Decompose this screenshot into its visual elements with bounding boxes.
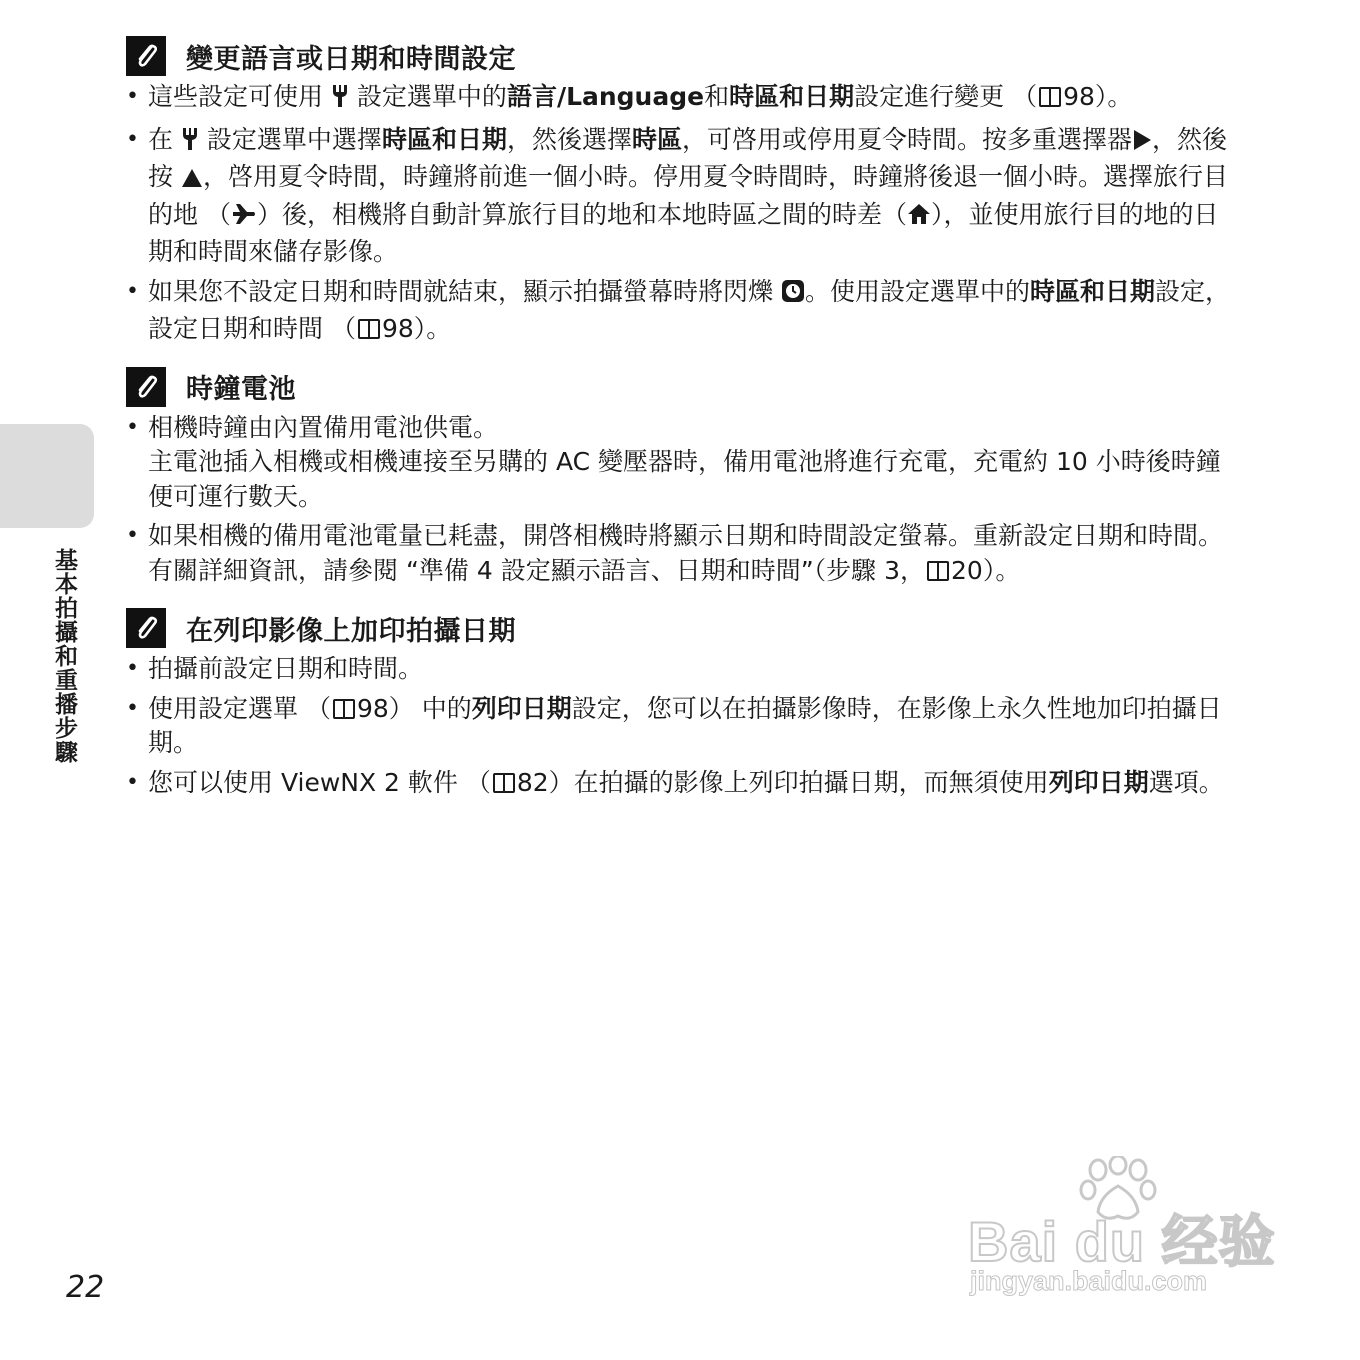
clock-warning-icon [781,278,805,313]
home-icon [907,201,931,236]
chapter-label: 基本拍攝和重播步驟 [51,548,77,764]
wrench-icon [181,126,199,161]
book-icon [1039,87,1061,107]
list-item: • 在 設定選單中選擇時區和日期，然後選擇時區，可啓用或停用夏令時間。按多重選擇器 ，然後按 ，啓用夏令時間，時鐘將前進一個小時。停用夏令時間時，時鐘將後退一個小時。選擇旅行目的地 （ ）後，相機將自動計算旅行目的地和本地時區之間的時差（ ），並使用旅行目的地的日期和時間來儲存影像。 [126,123,1238,270]
list-item: • 如果您不設定日期和時間就結束，顯示拍攝螢幕時將閃爍 。使用設定選單中的時區和日期設定，設定日期和時間 （ 98）。 [126,275,1238,347]
section-title: 變更語言或日期和時間設定 [186,43,516,75]
book-icon [333,699,355,719]
baidu-watermark [958,1156,1278,1306]
list-item: • 使用設定選單 （ 98） 中的列印日期設定，您可以在拍攝影像時，在影像上永久性地加印拍攝日期。 [126,692,1238,761]
section-clock-battery [126,365,1238,589]
page-number: 22 [66,1270,105,1305]
section-title: 時鐘電池 [186,374,296,405]
note-icon [126,367,166,407]
arrow-right-icon [1132,126,1152,161]
page-content [126,34,1238,818]
watermark-brand: Bai du 经验 [968,1210,1276,1273]
section-header [126,34,1238,78]
section-print-date [126,606,1238,800]
arrow-up-icon [181,163,203,198]
chapter-tab [0,424,94,528]
section-title: 在列印影像上加印拍攝日期 [186,615,516,647]
wrench-icon [331,83,349,118]
list-item: • 這些設定可使用 設定選單中的語言/Language和時區和日期設定進行變更 （ 98）。 [126,80,1238,118]
list-item: • 您可以使用 ViewNX 2 軟件 （ 82）在拍攝的影像上列印拍攝日期，而無須使用列印日期選項。 [126,766,1238,801]
book-icon [927,561,949,581]
section-language-date [126,34,1238,347]
watermark-url: jingyan.baidu.com [970,1266,1208,1296]
airplane-icon [231,201,257,236]
list-item: • 拍攝前設定日期和時間。 [126,652,1238,687]
section-header [126,606,1238,650]
book-icon [493,773,515,793]
section-header [126,365,1238,409]
note-icon [126,36,166,76]
note-icon [126,608,166,648]
list-item: • 相機時鐘由內置備用電池供電。 主電池插入相機或相機連接至另購的 AC 變壓器時，備用電池將進行充電，充電約 10 小時後時鐘便可運行數天。 [126,411,1238,515]
book-icon [358,319,380,339]
list-item: • 如果相機的備用電池電量已耗盡，開啓相機時將顯示日期和時間設定螢幕。重新設定日期和時間。有關詳細資訊，請參閱 “準備 4 設定顯示語言、日期和時間”（步驟 3， 20）。 [126,519,1238,588]
